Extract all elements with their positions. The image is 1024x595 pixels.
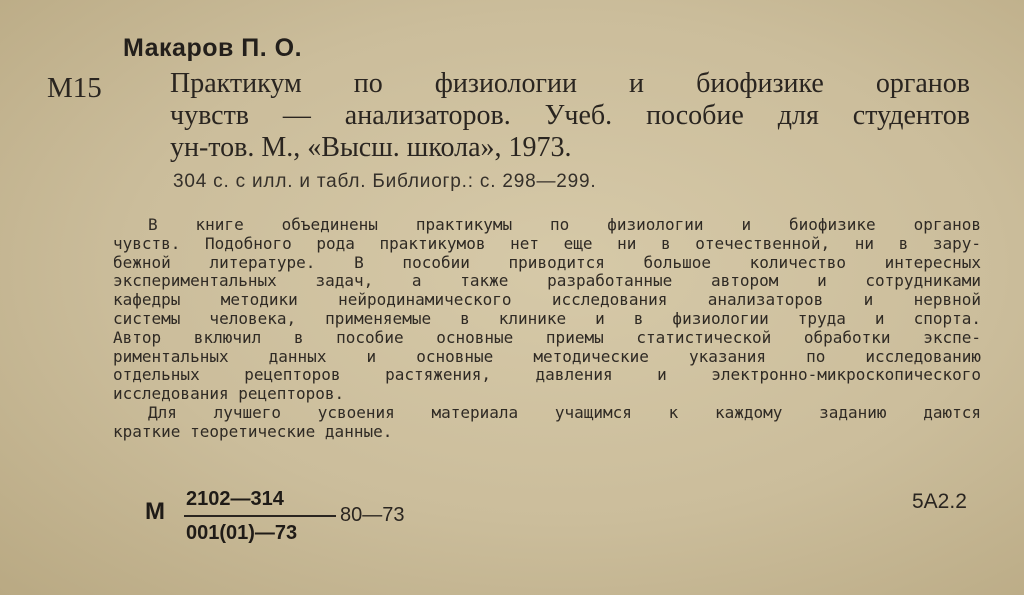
index-fraction: [184, 488, 332, 545]
abstract-line: В книге объединены практикумы по физиологии и биофизике органов: [148, 215, 981, 234]
title-line: чувств — анализаторов. Учеб. пособие для студентов: [170, 100, 970, 131]
author-name: Макаров П. О.: [123, 34, 303, 62]
fraction-side-code: 80—73: [340, 504, 405, 526]
call-number: М15: [47, 72, 102, 104]
abstract-line: экспериментальных задач, а также разработанные автором и сотрудниками: [113, 271, 981, 291]
abstract: [113, 216, 981, 442]
abstract-line: Для лучшего усвоения материала учащимся к каждому заданию даются: [148, 402, 981, 422]
fraction-bar: [184, 515, 336, 517]
fraction-denominator: 001(01)—73: [186, 522, 298, 544]
abstract-line: чувств. Подобного рода практикумов нет еще ни в отечественной, ни в зару-: [113, 233, 981, 253]
physical-description: 304 с. с илл. и табл. Библиогр.: с. 298—299.: [173, 171, 597, 192]
classification-code: 5А2.2: [912, 490, 967, 513]
abstract-line: краткие теоретические данные.: [113, 421, 393, 441]
title-block: [170, 68, 970, 164]
title-line: Практикум по физиологии и биофизике органов: [170, 68, 970, 99]
abstract-line: Автор включил в пособие основные приемы статистической обработки экспе-: [113, 327, 981, 347]
abstract-line: риментальных данных и основные методические указания по исследованию: [113, 346, 981, 366]
title-line: ун-тов. М., «Высш. школа», 1973.: [170, 132, 572, 163]
abstract-line: исследования рецепторов.: [113, 384, 345, 404]
fraction-numerator: 2102—314: [186, 488, 284, 510]
abstract-line: системы человека, применяемые в клинике и в физиологии труда и спорта.: [113, 308, 981, 328]
index-letter: М: [145, 498, 165, 525]
abstract-line: кафедры методики нейродинамического исследования анализаторов и нервной: [113, 290, 981, 310]
abstract-line: бежной литературе. В пособии приводится большое количество интересных: [113, 252, 981, 272]
abstract-line: отдельных рецепторов растяжения, давления и электронно-микроскопического: [113, 365, 981, 385]
